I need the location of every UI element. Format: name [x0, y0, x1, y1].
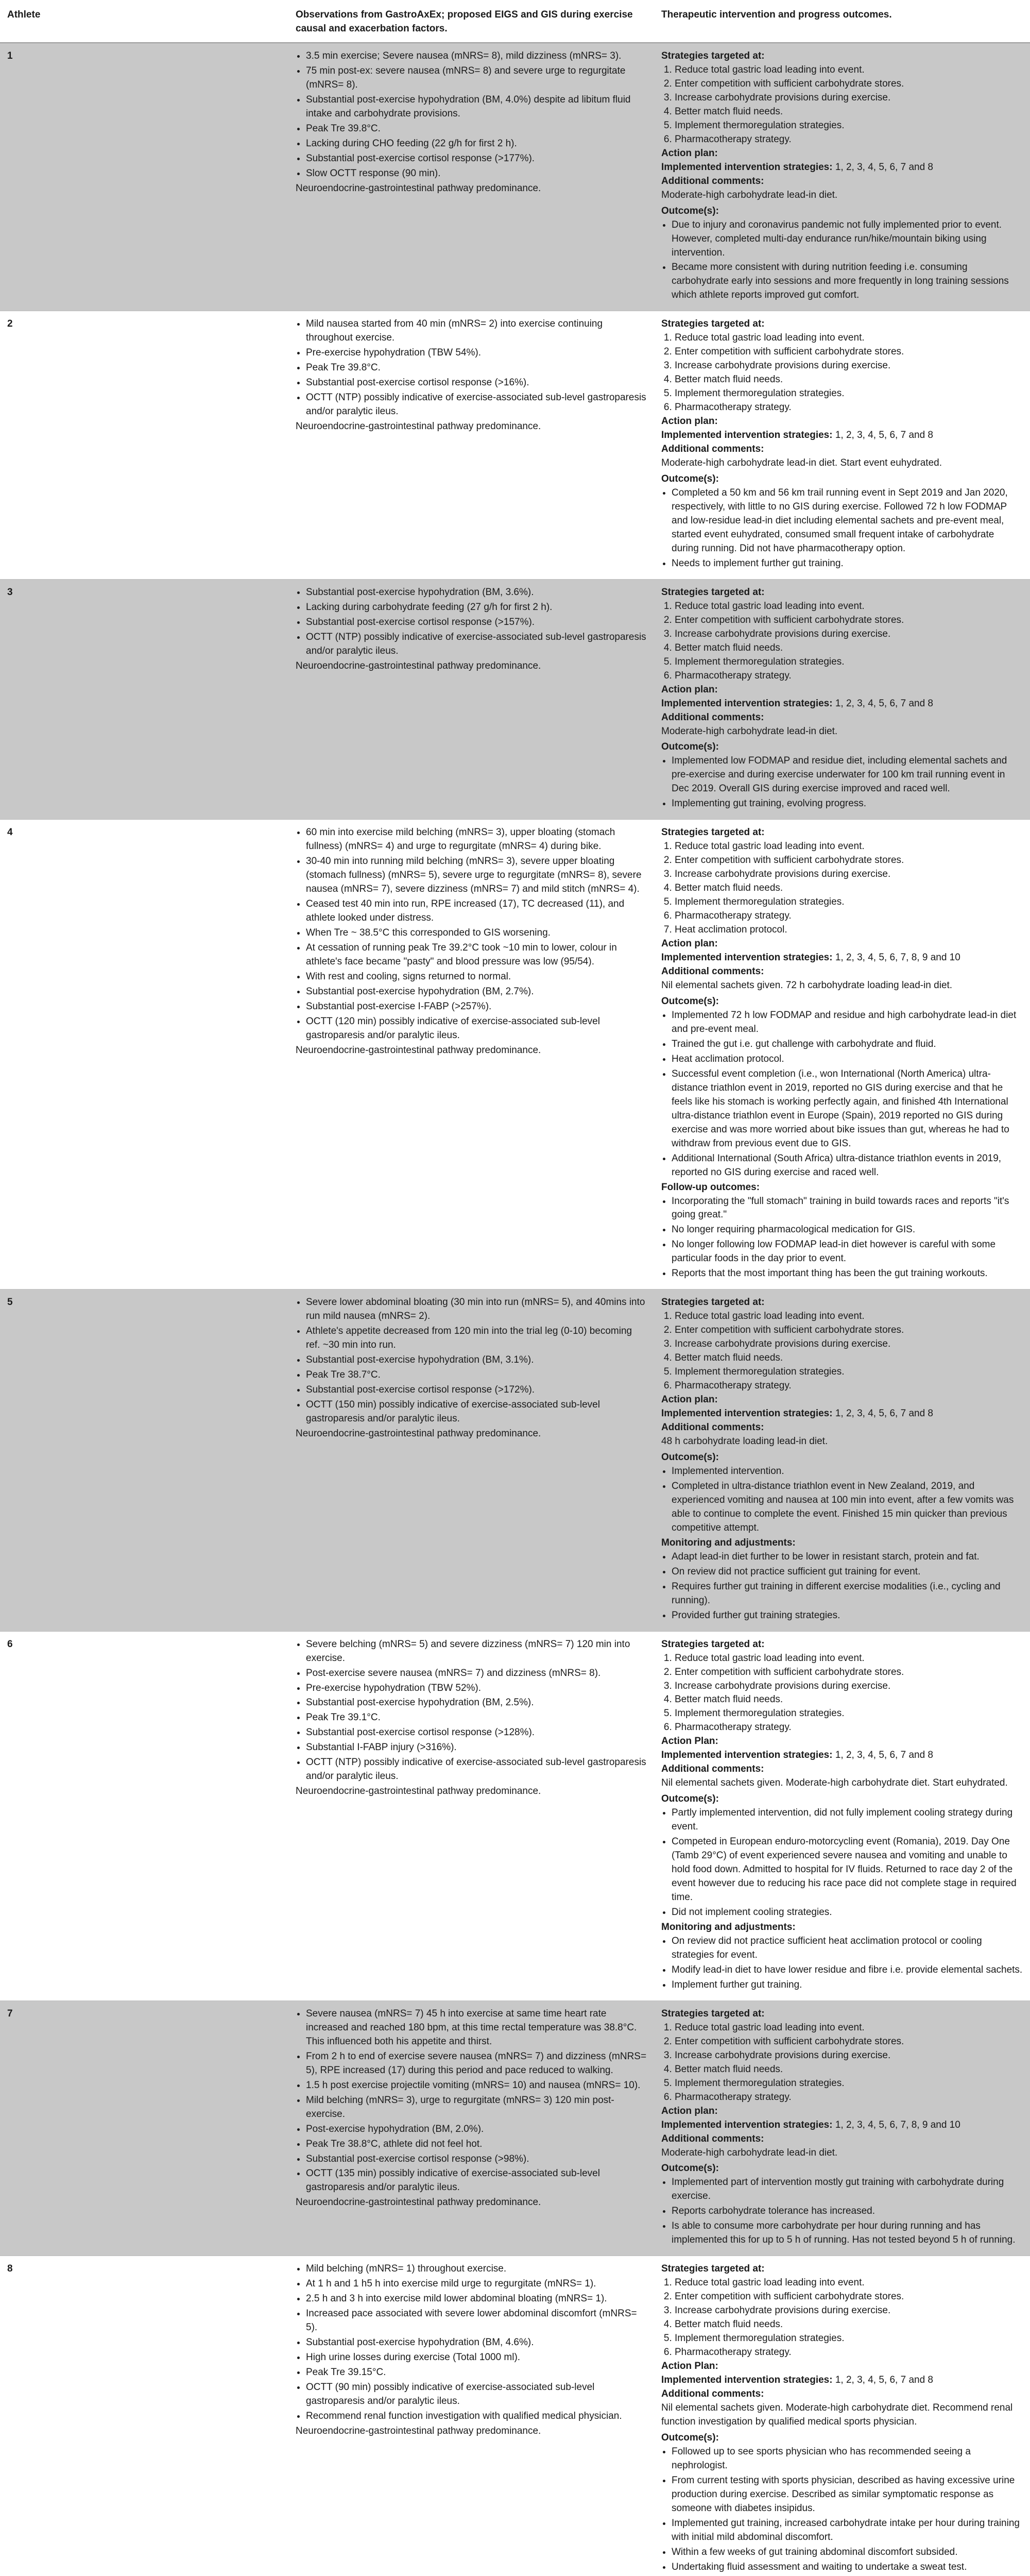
outcomes-list	[661, 1465, 1024, 1535]
outcomes-heading: Outcome(s):	[661, 2432, 719, 2443]
list-item: • OCTT (135 min) possibly indicative of exercise-associated sub-level gastroparesis and/or paralytic ileus.	[306, 2167, 648, 2195]
list-item: • Peak Tre 38.7°C.	[306, 1368, 648, 1382]
list-item: • Incorporating the "full stomach" training in build towards races and reports "it's going great."	[672, 1195, 1024, 1223]
list-item: • Recommend renal function investigation with qualified medical physician.	[306, 2410, 648, 2424]
list-item: • Athlete's appetite decreased from 120 min into the trial leg (0-10) becoming ref. ~30 min into run.	[306, 1325, 648, 1352]
list-item: • Due to injury and coronavirus pandemic not fully implemented prior to event. However, completed multi-day endurance run/hike/mountain biking using intervention.	[672, 218, 1024, 260]
list-item: • At 1 h and 1 h5 h into exercise mild urge to regurgitate (mNRS= 1).	[306, 2277, 648, 2291]
observations-list	[296, 826, 648, 1043]
list-item: • Slow OCTT response (90 min).	[306, 167, 648, 181]
strategies-list	[661, 63, 1024, 147]
list-item: 3. Increase carbohydrate provisions during exercise.	[675, 868, 1024, 882]
list-item: • OCTT (NTP) possibly indicative of exercise-associated sub-level gastroparesis and/or paralytic ileus.	[306, 391, 648, 419]
list-item: • Increased pace associated with severe lower abdominal discomfort (mNRS= 5).	[306, 2307, 648, 2335]
list-item: 6. Pharmacotherapy strategy.	[675, 401, 1024, 415]
table-row	[0, 2001, 1030, 2256]
list-item: 5. Implement thermoregulation strategies.	[675, 1707, 1024, 1721]
list-item: 5. Implement thermoregulation strategies.	[675, 895, 1024, 909]
list-item: 3. Increase carbohydrate provisions during exercise.	[675, 91, 1024, 105]
action-plan-heading: Action Plan:	[661, 1736, 718, 1747]
list-item: • Completed a 50 km and 56 km trail running event in Sept 2019 and Jan 2020, respectively, with little to no GIS during exercise. Followed 72 h low FODMAP and low-residue lead-in diet including elemental sachets and pre-event meal, started event euhydrated, consumed small frequent intake of carbohydrate during running. Did not have pharmacotherapy option.	[672, 486, 1024, 556]
implemented-label: Implemented intervention strategies:	[661, 2375, 833, 2386]
implemented-value: 1, 2, 3, 4, 5, 6, 7 and 8	[835, 2375, 933, 2386]
list-item: • When Tre ~ 38.5°C this corresponded to GIS worsening.	[306, 926, 648, 940]
list-item: 2. Enter competition with sufficient carbohydrate stores.	[675, 614, 1024, 628]
list-item: 4. Better match fluid needs.	[675, 1693, 1024, 1707]
follow-up-list	[661, 1935, 1024, 1992]
list-item: • Substantial post-exercise cortisol response (>177%).	[306, 152, 648, 166]
list-item: 1. Reduce total gastric load leading into event.	[675, 63, 1024, 77]
therapy-cell	[654, 820, 1030, 1290]
additional-comments: Moderate-high carbohydrate lead-in diet. Start event euhydrated.	[661, 457, 942, 469]
pathway-note: Neuroendocrine-gastrointestinal pathway predominance.	[296, 1786, 541, 1797]
list-item: • 2.5 h and 3 h into exercise mild lower abdominal bloating (mNRS= 1).	[306, 2292, 648, 2306]
athlete-id: 7	[7, 2008, 13, 2019]
implemented-value: 1, 2, 3, 4, 5, 6, 7 and 8	[835, 161, 933, 173]
list-item: • Did not implement cooling strategies.	[672, 1906, 1024, 1920]
observations-list	[296, 1296, 648, 1426]
list-item: • Additional International (South Africa) ultra-distance triathlon events in 2019, reported no GIS during exercise and raced well.	[672, 1152, 1024, 1180]
list-item: 2. Enter competition with sufficient carbohydrate stores.	[675, 345, 1024, 359]
strategies-list	[661, 600, 1024, 683]
list-item: • Implemented low FODMAP and residue diet, including elemental sachets and pre-exercise and during exercise underwater for 100 km trail running event in Dec 2019. Overall GIS during exercise improved and raced well.	[672, 754, 1024, 796]
implemented-strategies	[661, 429, 1024, 443]
list-item: • Requires further gut training in different exercise modalities (i.e., cycling and running).	[672, 1580, 1024, 1608]
athlete-id: 2	[7, 318, 13, 330]
pathway-note: Neuroendocrine-gastrointestinal pathway predominance.	[296, 2425, 541, 2436]
list-item: 2. Enter competition with sufficient carbohydrate stores.	[675, 2035, 1024, 2049]
list-item: 5. Implement thermoregulation strategies.	[675, 2332, 1024, 2346]
observations-list	[296, 586, 648, 658]
outcomes-heading: Outcome(s):	[661, 995, 719, 1007]
column-header-observations: Observations from GastroAxEx; proposed EIGS and GIS during exercise causal and exacerbation factors.	[288, 0, 654, 43]
follow-up-heading: Follow-up outcomes:	[661, 1181, 760, 1193]
implemented-label: Implemented intervention strategies:	[661, 430, 833, 441]
follow-up-list	[661, 1550, 1024, 1623]
therapy-cell	[654, 2001, 1030, 2256]
outcomes-list	[661, 486, 1024, 571]
action-plan-heading: Action plan:	[661, 147, 718, 159]
implemented-value: 1, 2, 3, 4, 5, 6, 7 and 8	[835, 1408, 933, 1419]
implemented-strategies	[661, 951, 1024, 965]
pathway-note: Neuroendocrine-gastrointestinal pathway predominance.	[296, 660, 541, 671]
list-item: • Substantial post-exercise cortisol response (>157%).	[306, 616, 648, 630]
additional-comments: Nil elemental sachets given. Moderate-high carbohydrate diet. Recommend renal function investigation by qualified medical sports physician.	[661, 2402, 1013, 2427]
list-item: • From current testing with sports physician, described as having excessive urine production during exercise. Described as similar symptomatic response as someone with diabetes insipidus.	[672, 2474, 1024, 2516]
list-item: 5. Implement thermoregulation strategies.	[675, 2077, 1024, 2091]
strategies-heading: Strategies targeted at:	[661, 50, 765, 61]
list-item: • Substantial post-exercise hypohydration (BM, 4.0%) despite ad libitum fluid intake and carbohydrate provisions.	[306, 93, 648, 121]
athlete-id: 3	[7, 586, 13, 598]
list-item: 6. Pharmacotherapy strategy.	[675, 1721, 1024, 1735]
strategies-list	[661, 2276, 1024, 2360]
list-item: • Adapt lead-in diet further to be lower in resistant starch, protein and fat.	[672, 1550, 1024, 1564]
list-item: • Peak Tre 38.8°C, athlete did not feel hot.	[306, 2138, 648, 2151]
additional-comments: Moderate-high carbohydrate lead-in diet.	[661, 725, 838, 737]
list-item: 3. Increase carbohydrate provisions during exercise.	[675, 359, 1024, 373]
implemented-label: Implemented intervention strategies:	[661, 161, 833, 173]
athlete-cell	[0, 2256, 288, 2576]
list-item: • OCTT (90 min) possibly indicative of exercise-associated sub-level gastroparesis and/or paralytic ileus.	[306, 2381, 648, 2409]
additional-comments: Nil elemental sachets given. 72 h carbohydrate loading lead-in diet.	[661, 979, 953, 991]
list-item: 2. Enter competition with sufficient carbohydrate stores.	[675, 2290, 1024, 2304]
athlete-id: 1	[7, 50, 13, 61]
pathway-note: Neuroendocrine-gastrointestinal pathway predominance.	[296, 1428, 541, 1439]
list-item: 5. Implement thermoregulation strategies.	[675, 387, 1024, 401]
list-item: 4. Better match fluid needs.	[675, 373, 1024, 387]
list-item: 1. Reduce total gastric load leading into event.	[675, 600, 1024, 614]
implemented-value: 1, 2, 3, 4, 5, 6, 7 and 8	[835, 430, 933, 441]
list-item: • Peak Tre 39.15°C.	[306, 2366, 648, 2380]
list-item: 6. Pharmacotherapy strategy.	[675, 669, 1024, 683]
list-item: 1. Reduce total gastric load leading into event.	[675, 1310, 1024, 1324]
strategies-list	[661, 331, 1024, 415]
list-item: • Mild nausea started from 40 min (mNRS= 2) into exercise continuing throughout exercise.	[306, 317, 648, 345]
athlete-cell	[0, 1631, 288, 2001]
list-item: 4. Better match fluid needs.	[675, 1351, 1024, 1365]
list-item: • From 2 h to end of exercise severe nausea (mNRS= 7) and dizziness (mNRS= 5), RPE increased (17) during this period and pace reduced to walking.	[306, 2050, 648, 2078]
list-item: • Implemented gut training, increased carbohydrate intake per hour during training with initial mild abdominal discomfort.	[672, 2517, 1024, 2545]
list-item: 3. Increase carbohydrate provisions during exercise.	[675, 1680, 1024, 1693]
additional-comments-heading: Additional comments:	[661, 2388, 764, 2399]
observations-cell	[288, 579, 654, 820]
action-plan-heading: Action Plan:	[661, 2361, 718, 2372]
athlete-cell	[0, 43, 288, 311]
list-item: 5. Implement thermoregulation strategies.	[675, 119, 1024, 133]
list-item: 2. Enter competition with sufficient carbohydrate stores.	[675, 1324, 1024, 1337]
therapy-cell	[654, 43, 1030, 311]
athlete-id: 6	[7, 1638, 13, 1650]
outcomes-heading: Outcome(s):	[661, 741, 719, 753]
action-plan-heading: Action plan:	[661, 684, 718, 695]
list-item: • Post-exercise hypohydration (BM, 2.0%).	[306, 2123, 648, 2137]
strategies-list	[661, 840, 1024, 937]
pathway-note: Neuroendocrine-gastrointestinal pathway predominance.	[296, 1044, 541, 1056]
list-item: • High urine losses during exercise (Total 1000 ml).	[306, 2351, 648, 2365]
action-plan-heading: Action plan:	[661, 938, 718, 950]
athlete-cell	[0, 820, 288, 1290]
action-plan-heading: Action plan:	[661, 416, 718, 427]
list-item: • Needs to implement further gut training.	[672, 557, 1024, 571]
list-item: • Substantial post-exercise hypohydration (BM, 3.1%).	[306, 1353, 648, 1367]
list-item: • 1.5 h post exercise projectile vomiting (mNRS= 10) and nausea (mNRS= 10).	[306, 2079, 648, 2093]
list-item: • Substantial post-exercise hypohydration (BM, 3.6%).	[306, 586, 648, 600]
list-item: • Lacking during carbohydrate feeding (27 g/h for first 2 h).	[306, 601, 648, 615]
list-item: • Peak Tre 39.8°C.	[306, 361, 648, 375]
therapy-cell	[654, 2256, 1030, 2576]
observations-list	[296, 1638, 648, 1784]
strategies-heading: Strategies targeted at:	[661, 1638, 765, 1650]
table-row	[0, 820, 1030, 1290]
list-item: • 30-40 min into running mild belching (mNRS= 3), severe upper bloating (stomach fullness) (mNRS= 5), severe urge to regurgitate (mNRS= 8), severe nausea (mNRS= 7), severe dizziness (mNRS= 7) and mild stitch (mNRS= 4).	[306, 855, 648, 896]
list-item: 3. Increase carbohydrate provisions during exercise.	[675, 1337, 1024, 1351]
list-item: • Mild belching (mNRS= 1) throughout exercise.	[306, 2262, 648, 2276]
list-item: • 60 min into exercise mild belching (mNRS= 3), upper bloating (stomach fullness) (mNRS= 4) and urge to regurgitate (mNRS= 4) during bike.	[306, 826, 648, 854]
list-item: • 75 min post-ex: severe nausea (mNRS= 8) and severe urge to regurgitate (mNRS= 8).	[306, 64, 648, 92]
observations-cell	[288, 2001, 654, 2256]
list-item: • Peak Tre 39.1°C.	[306, 1711, 648, 1725]
list-item: • OCTT (150 min) possibly indicative of exercise-associated sub-level gastroparesis and/or paralytic ileus.	[306, 1398, 648, 1426]
outcomes-list	[661, 1806, 1024, 1920]
list-item: 3. Increase carbohydrate provisions during exercise.	[675, 2304, 1024, 2318]
observations-cell	[288, 1631, 654, 2001]
additional-comments-heading: Additional comments:	[661, 444, 764, 455]
list-item: 4. Better match fluid needs.	[675, 641, 1024, 655]
implemented-value: 1, 2, 3, 4, 5, 6, 7 and 8	[835, 698, 933, 709]
list-item: 5. Implement thermoregulation strategies.	[675, 1365, 1024, 1379]
outcomes-heading: Outcome(s):	[661, 1451, 719, 1463]
list-item: • No longer requiring pharmacological medication for GIS.	[672, 1223, 1024, 1237]
list-item: • Provided further gut training strategies.	[672, 1609, 1024, 1623]
list-item: • Ceased test 40 min into run, RPE increased (17), TC decreased (11), and athlete looked under distress.	[306, 897, 648, 925]
list-item: • Followed up to see sports physician who has recommended seeing a nephrologist.	[672, 2445, 1024, 2473]
list-item: • Undertaking fluid assessment and waiting to undertake a sweat test.	[672, 2561, 1024, 2574]
list-item: • Substantial post-exercise cortisol response (>98%).	[306, 2153, 648, 2166]
strategies-heading: Strategies targeted at:	[661, 318, 765, 330]
list-item: 6. Pharmacotherapy strategy.	[675, 133, 1024, 147]
list-item: • Substantial post-exercise I-FABP (>257%).	[306, 1000, 648, 1014]
outcomes-list	[661, 218, 1024, 303]
list-item: • Post-exercise severe nausea (mNRS= 7) and dizziness (mNRS= 8).	[306, 1667, 648, 1681]
action-plan-heading: Action plan:	[661, 2105, 718, 2116]
list-item: • Mild belching (mNRS= 3), urge to regurgitate (mNRS= 3) 120 min post-exercise.	[306, 2094, 648, 2122]
follow-up-heading: Monitoring and adjustments:	[661, 1537, 796, 1548]
pathway-note: Neuroendocrine-gastrointestinal pathway predominance.	[296, 2197, 541, 2208]
implemented-value: 1, 2, 3, 4, 5, 6, 7, 8, 9 and 10	[835, 2119, 960, 2130]
table-body	[0, 43, 1030, 2576]
outcomes-heading: Outcome(s):	[661, 205, 719, 216]
list-item: • OCTT (120 min) possibly indicative of exercise-associated sub-level gastroparesis and/or paralytic ileus.	[306, 1015, 648, 1043]
list-item: • Implemented intervention.	[672, 1465, 1024, 1479]
strategies-list	[661, 1652, 1024, 1735]
list-item: • Substantial post-exercise cortisol response (>16%).	[306, 376, 648, 390]
strategies-heading: Strategies targeted at:	[661, 1297, 765, 1308]
strategies-list	[661, 1310, 1024, 1393]
outcomes-list	[661, 2445, 1024, 2576]
list-item: • Implemented 72 h low FODMAP and residue and high carbohydrate lead-in diet and pre-event meal.	[672, 1009, 1024, 1037]
pathway-note: Neuroendocrine-gastrointestinal pathway predominance.	[296, 182, 541, 194]
follow-up-list	[661, 1195, 1024, 1281]
action-plan-heading: Action plan:	[661, 1394, 718, 1405]
list-item: 6. Pharmacotherapy strategy.	[675, 909, 1024, 923]
list-item: 1. Reduce total gastric load leading into event.	[675, 840, 1024, 854]
outcomes-list	[661, 1009, 1024, 1180]
list-item: • 3.5 min exercise; Severe nausea (mNRS= 8), mild dizziness (mNRS= 3).	[306, 49, 648, 63]
list-item: 6. Pharmacotherapy strategy.	[675, 2346, 1024, 2360]
additional-comments: 48 h carbohydrate loading lead-in diet.	[661, 1436, 828, 1447]
list-item: • On review did not practice sufficient heat acclimation protocol or cooling strategies for event.	[672, 1935, 1024, 1962]
outcomes-heading: Outcome(s):	[661, 1793, 719, 1805]
list-item: • Implement further gut training.	[672, 1978, 1024, 1992]
list-item: • Competed in European enduro-motorcycling event (Romania), 2019. Day One (Tamb 29°C) of event experienced severe nausea and vomiting and unable to hold food down. Admitted to hospital for IV fluids. Returned to race day 2 of the event however due to reducing his race pace did not complete stage in required time.	[672, 1835, 1024, 1905]
table-row	[0, 579, 1030, 820]
list-item: • Successful event completion (i.e., won International (North America) ultra-distance triathlon event in 2019, reported no GIS during exercise and that he feels like his stomach is working perfectly again, and finished 4th International ultra-distance triathlon event in Europe (Spain), 2019 reported no GIS during exercise and was more worried about bike issues than gut, whereas he had to withdraw from previous event due to GIS.	[672, 1067, 1024, 1151]
implemented-value: 1, 2, 3, 4, 5, 6, 7, 8, 9 and 10	[835, 952, 960, 963]
list-item: 6. Pharmacotherapy strategy.	[675, 1379, 1024, 1393]
list-item: 1. Reduce total gastric load leading into event.	[675, 2276, 1024, 2290]
additional-comments-heading: Additional comments:	[661, 175, 764, 187]
table-row	[0, 1631, 1030, 2001]
observations-list	[296, 49, 648, 181]
outcomes-list	[661, 754, 1024, 811]
athlete-id: 5	[7, 1297, 13, 1308]
list-item: • Pre-exercise hypohydration (TBW 54%).	[306, 346, 648, 360]
implemented-label: Implemented intervention strategies:	[661, 1408, 833, 1419]
strategies-heading: Strategies targeted at:	[661, 827, 765, 838]
implemented-label: Implemented intervention strategies:	[661, 1750, 833, 1761]
list-item: • Modify lead-in diet to have lower residue and fibre i.e. provide elemental sachets.	[672, 1963, 1024, 1977]
implemented-strategies	[661, 1749, 1024, 1762]
list-item: 4. Better match fluid needs.	[675, 2318, 1024, 2332]
list-item: • OCTT (NTP) possibly indicative of exercise-associated sub-level gastroparesis and/or paralytic ileus.	[306, 1756, 648, 1784]
list-item: • Severe lower abdominal bloating (30 min into run (mNRS= 5), and 40mins into run mild nausea (mNRS= 2).	[306, 1296, 648, 1324]
therapy-cell	[654, 579, 1030, 820]
strategies-heading: Strategies targeted at:	[661, 2263, 765, 2275]
additional-comments-heading: Additional comments:	[661, 2133, 764, 2144]
list-item: 5. Implement thermoregulation strategies.	[675, 655, 1024, 669]
list-item: • Completed in ultra-distance triathlon event in New Zealand, 2019, and experienced vomiting and nausea at 100 min into event, after a few vomits was able to continue to complete the event. Finished 15 min quicker than previous competitive attempt.	[672, 1480, 1024, 1535]
athlete-id: 8	[7, 2263, 13, 2275]
list-item: 1. Reduce total gastric load leading into event.	[675, 331, 1024, 345]
table-row	[0, 2256, 1030, 2576]
table-row	[0, 311, 1030, 579]
list-item: • Substantial post-exercise hypohydration (BM, 2.5%).	[306, 1696, 648, 1710]
follow-up-heading: Monitoring and adjustments:	[661, 1921, 796, 1933]
additional-comments-heading: Additional comments:	[661, 711, 764, 723]
observations-cell	[288, 820, 654, 1290]
observations-list	[296, 2007, 648, 2195]
list-item: • Trained the gut i.e. gut challenge with carbohydrate and fluid.	[672, 1038, 1024, 1052]
list-item: • Is able to consume more carbohydrate per hour during running and has implemented this for up to 5 h of running. Has not tested beyond 5 h of running.	[672, 2219, 1024, 2247]
therapy-cell	[654, 311, 1030, 579]
list-item: 1. Reduce total gastric load leading into event.	[675, 2021, 1024, 2035]
athlete-cell	[0, 1290, 288, 1631]
list-item: 2. Enter competition with sufficient carbohydrate stores.	[675, 77, 1024, 91]
list-item: • OCTT (NTP) possibly indicative of exercise-associated sub-level gastroparesis and/or paralytic ileus.	[306, 631, 648, 658]
additional-comments-heading: Additional comments:	[661, 1422, 764, 1433]
observations-list	[296, 317, 648, 419]
list-item: • Substantial I-FABP injury (>316%).	[306, 1741, 648, 1755]
list-item: 1. Reduce total gastric load leading into event.	[675, 1652, 1024, 1666]
list-item: • Peak Tre 39.8°C.	[306, 122, 648, 136]
implemented-strategies	[661, 1407, 1024, 1421]
list-item: 2. Enter competition with sufficient carbohydrate stores.	[675, 854, 1024, 868]
list-item: • Severe belching (mNRS= 5) and severe dizziness (mNRS= 7) 120 min into exercise.	[306, 1638, 648, 1666]
implemented-value: 1, 2, 3, 4, 5, 6, 7 and 8	[835, 1750, 933, 1761]
list-item: • With rest and cooling, signs returned to normal.	[306, 970, 648, 984]
additional-comments-heading: Additional comments:	[661, 1764, 764, 1775]
list-item: • No longer following low FODMAP lead-in diet however is careful with some particular foods in the day prior to event.	[672, 1238, 1024, 1266]
implemented-strategies	[661, 2119, 1024, 2132]
list-item: 2. Enter competition with sufficient carbohydrate stores.	[675, 1666, 1024, 1680]
outcomes-list	[661, 2176, 1024, 2247]
list-item: • Reports carbohydrate tolerance has increased.	[672, 2205, 1024, 2218]
list-item: 4. Better match fluid needs.	[675, 882, 1024, 895]
list-item: • Severe nausea (mNRS= 7) 45 h into exercise at same time heart rate increased and reached 180 bpm, at this time rectal temperature was 38.8°C. This influenced both his appetite and thirst.	[306, 2007, 648, 2049]
implemented-label: Implemented intervention strategies:	[661, 952, 833, 963]
athlete-cell	[0, 2001, 288, 2256]
list-item: • Lacking during CHO feeding (22 g/h for first 2 h).	[306, 137, 648, 151]
list-item: • Heat acclimation protocol.	[672, 1053, 1024, 1066]
strategies-heading: Strategies targeted at:	[661, 586, 765, 598]
list-item: 3. Increase carbohydrate provisions during exercise.	[675, 2049, 1024, 2063]
strategies-heading: Strategies targeted at:	[661, 2008, 765, 2019]
table-header-row	[0, 0, 1030, 43]
observations-cell	[288, 2256, 654, 2576]
pathway-note: Neuroendocrine-gastrointestinal pathway predominance.	[296, 421, 541, 432]
observations-list	[296, 2262, 648, 2424]
outcomes-heading: Outcome(s):	[661, 473, 719, 485]
therapy-cell	[654, 1290, 1030, 1631]
column-header-athlete: Athlete	[0, 0, 288, 43]
list-item: • Reports that the most important thing has been the gut training workouts.	[672, 1267, 1024, 1281]
observations-cell	[288, 311, 654, 579]
list-item: • Within a few weeks of gut training abdominal discomfort subsided.	[672, 2546, 1024, 2560]
list-item: • Implemented part of intervention mostly gut training with carbohydrate during exercise.	[672, 2176, 1024, 2204]
additional-comments: Moderate-high carbohydrate lead-in diet.	[661, 189, 838, 200]
list-item: • Substantial post-exercise hypohydration (BM, 4.6%).	[306, 2336, 648, 2350]
list-item: • Pre-exercise hypohydration (TBW 52%).	[306, 1682, 648, 1696]
column-header-therapy: Therapeutic intervention and progress outcomes.	[654, 0, 1030, 43]
athlete-cell	[0, 579, 288, 820]
observations-cell	[288, 43, 654, 311]
list-item: • Substantial post-exercise hypohydration (BM, 2.7%).	[306, 985, 648, 999]
list-item: • On review did not practice sufficient gut training for event.	[672, 1565, 1024, 1579]
list-item: 3. Increase carbohydrate provisions during exercise.	[675, 628, 1024, 641]
implemented-label: Implemented intervention strategies:	[661, 2119, 833, 2130]
implemented-strategies	[661, 161, 1024, 175]
list-item: 4. Better match fluid needs.	[675, 2063, 1024, 2077]
table-row	[0, 1290, 1030, 1631]
outcomes-heading: Outcome(s):	[661, 2163, 719, 2174]
list-item: • Substantial post-exercise cortisol response (>128%).	[306, 1726, 648, 1740]
list-item: 7. Heat acclimation protocol.	[675, 923, 1024, 937]
implemented-strategies	[661, 697, 1024, 711]
additional-comments: Moderate-high carbohydrate lead-in diet.	[661, 2147, 838, 2158]
implemented-label: Implemented intervention strategies:	[661, 698, 833, 709]
list-item: • At cessation of running peak Tre 39.2°C took ~10 min to lower, colour in athlete's face became "pasty" and blood pressure was low (95/54).	[306, 941, 648, 969]
athlete-cell	[0, 311, 288, 579]
implemented-strategies	[661, 2374, 1024, 2387]
list-item: • Partly implemented intervention, did not fully implement cooling strategy during event.	[672, 1806, 1024, 1834]
observations-cell	[288, 1290, 654, 1631]
list-item: • Became more consistent with during nutrition feeding i.e. consuming carbohydrate early into sessions and more frequently in long training sessions which athlete reports improved gut comfort.	[672, 261, 1024, 302]
strategies-list	[661, 2021, 1024, 2105]
list-item: 6. Pharmacotherapy strategy.	[675, 2091, 1024, 2105]
additional-comments-heading: Additional comments:	[661, 966, 764, 977]
list-item: 4. Better match fluid needs.	[675, 105, 1024, 119]
list-item: • Substantial post-exercise cortisol response (>172%).	[306, 1383, 648, 1397]
table-row	[0, 43, 1030, 311]
therapy-cell	[654, 1631, 1030, 2001]
list-item: • Implementing gut training, evolving progress.	[672, 797, 1024, 811]
additional-comments: Nil elemental sachets given. Moderate-high carbohydrate diet. Start euhydrated.	[661, 1777, 1008, 1789]
athlete-id: 4	[7, 827, 13, 838]
